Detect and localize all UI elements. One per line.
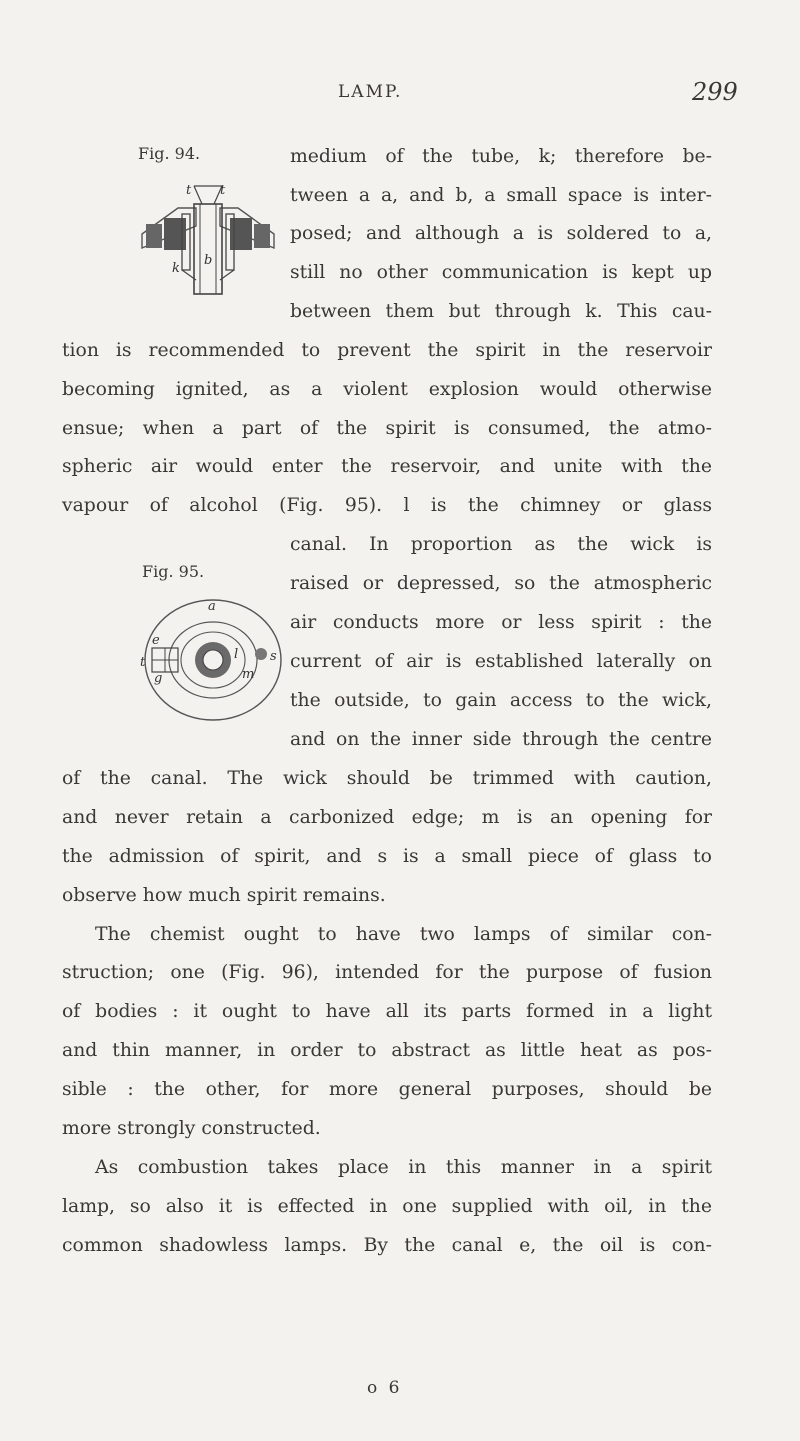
running-title: LAMP. [338, 82, 403, 102]
figure-94-label-k: k [172, 261, 180, 276]
text-line: of bodies : it ought to have all its parts formed in a light [62, 1001, 712, 1022]
text-line: air conducts more or less spirit : the [290, 612, 712, 633]
text-line: common shadowless lamps. By the canal e, the oil is con- [62, 1235, 712, 1256]
text-line: raised or depressed, so the atmospheric [290, 573, 712, 594]
figure-95-label-g: g [154, 671, 163, 686]
text-line: becoming ignited, as a violent explosion would otherwise [62, 379, 712, 400]
text-line: more strongly constructed. [62, 1118, 321, 1139]
text-line: vapour of alcohol (Fig. 95). l is the chimney or glass [62, 495, 712, 516]
text-line: lamp, so also it is effected in one supplied with oil, in the [62, 1196, 712, 1217]
figure-94-label-t1: t [186, 183, 192, 198]
text-line: and never retain a carbonized edge; m is an opening for [62, 807, 712, 828]
text-line: of the canal. The wick should be trimmed with caution, [62, 768, 712, 789]
text-line: tion is recommended to prevent the spirit in the reservoir [62, 340, 712, 361]
figure-95-label-e: e [152, 633, 160, 648]
text-line: the admission of spirit, and s is a small piece of glass to [62, 846, 712, 867]
text-line: observe how much spirit remains. [62, 885, 386, 906]
text-line: still no other communication is kept up [290, 262, 712, 283]
text-line: ensue; when a part of the spirit is consumed, the atmo- [62, 418, 712, 439]
text-line: and on the inner side through the centre [290, 729, 712, 750]
text-line: medium of the tube, k; therefore be- [290, 146, 712, 167]
text-line: sible : the other, for more general purposes, should be [62, 1079, 712, 1100]
text-line: canal. In proportion as the wick is [290, 534, 712, 555]
figure-95-label-m: m [242, 667, 255, 682]
text-line: the outside, to gain access to the wick, [290, 690, 712, 711]
signature-mark: o 6 [367, 1378, 403, 1398]
text-line: spheric air would enter the reservoir, and unite with the [62, 456, 712, 477]
text-line: posed; and although a is soldered to a, [290, 223, 712, 244]
figure-94-label-t2: t [220, 183, 226, 198]
figure-94-label-b: b [204, 253, 213, 268]
figure-95-label-a: a [208, 599, 216, 614]
figure-95-caption: Fig. 95. [142, 562, 205, 581]
text-line: The chemist ought to have two lamps of similar con- [95, 924, 712, 945]
text-line: struction; one (Fig. 96), intended for the purpose of fusion [62, 962, 712, 983]
figure-95 [138, 556, 288, 736]
figure-94-caption: Fig. 94. [138, 144, 201, 163]
page-number: 299 [692, 78, 738, 106]
text-line: current of air is established laterally on [290, 651, 712, 672]
figure-94-drawing [138, 168, 278, 318]
running-head [0, 78, 800, 112]
figure-94 [138, 138, 278, 318]
text-line: As combustion takes place in this manner in a spirit [95, 1157, 712, 1178]
text-line: and thin manner, in order to abstract as little heat as pos- [62, 1040, 712, 1061]
figure-95-label-s: s [270, 649, 277, 664]
figure-95-label-t: t [140, 655, 146, 670]
text-line: tween a a, and b, a small space is inter- [290, 185, 712, 206]
figure-95-drawing [138, 586, 288, 734]
text-line: between them but through k. This cau- [290, 301, 712, 322]
figure-95-label-l: l [234, 647, 239, 662]
